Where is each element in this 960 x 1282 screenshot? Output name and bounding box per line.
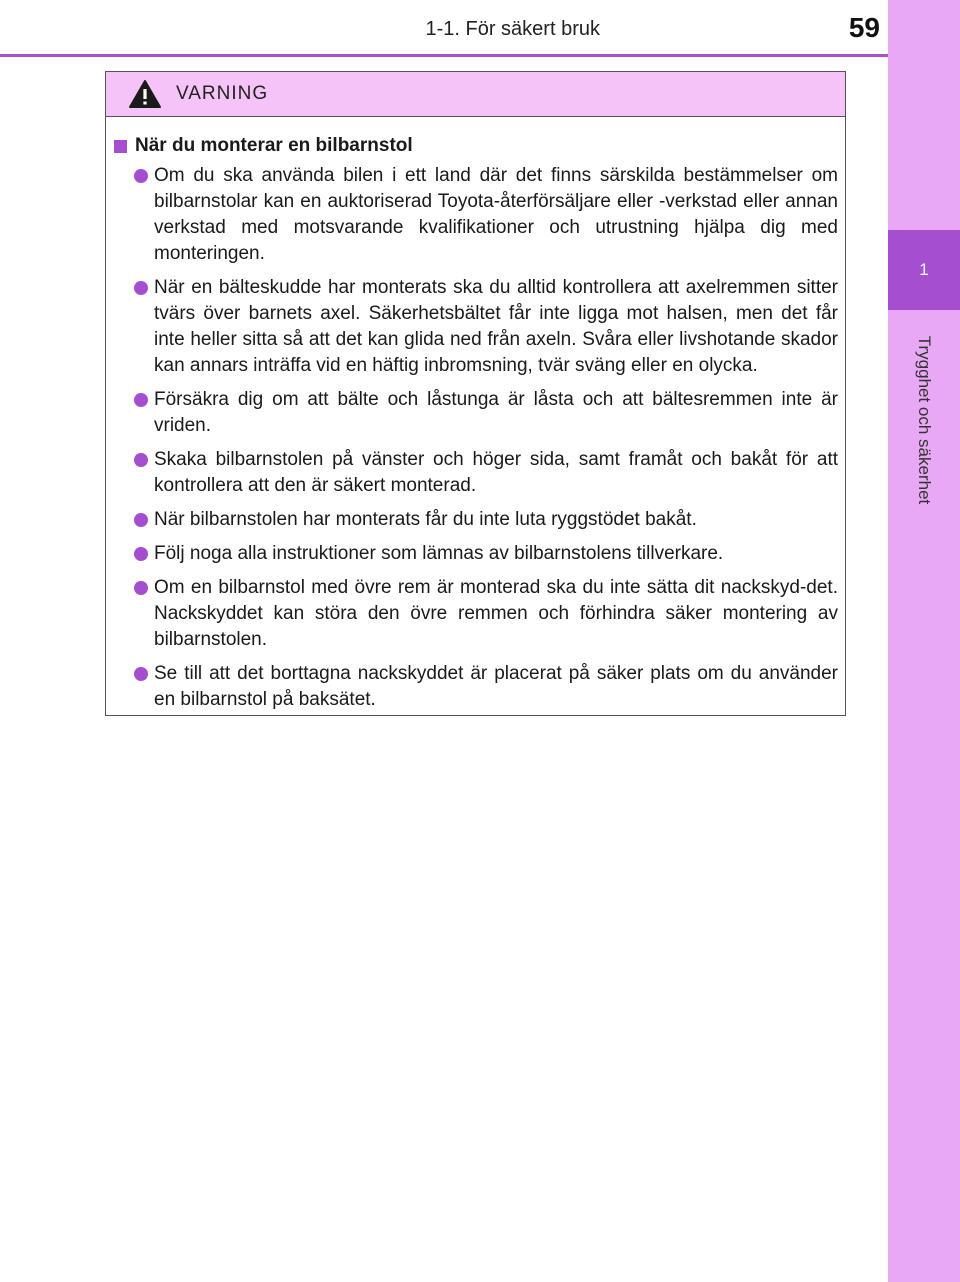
chapter-title: Trygghet och säkerhet: [915, 335, 934, 505]
warning-header: [106, 72, 845, 117]
side-tab: [888, 0, 960, 1282]
list-item: [114, 541, 838, 567]
section-title: 1-1. För säkert bruk: [425, 18, 600, 40]
list-item: [114, 275, 838, 379]
bullet-dot-icon: [134, 667, 148, 681]
list-item: [114, 447, 838, 499]
list-item-text: Följ noga alla instruktioner som lämnas av bilbarnstolens tillverkare.: [154, 543, 724, 564]
warning-heading-text: När du monterar en bilbarnstol: [135, 135, 413, 156]
list-item-text: Om du ska använda bilen i ett land där det finns särskilda bestämmelser om bilbarnstolar kan en auktoriserad Toyota-återförsäljare eller -verkstad eller annan verkstad med motsvarande kvalifikationer och utrustning hjälpa dig med monteringen.: [154, 165, 838, 264]
bullet-dot-icon: [134, 453, 148, 467]
warning-label: VARNING: [176, 83, 269, 104]
list-item: [114, 163, 838, 267]
list-item-text: Se till att det borttagna nackskyddet är placerat på säker plats om du använder en bilbarnstol på baksätet.: [154, 663, 838, 710]
warning-section-heading: [114, 135, 838, 157]
square-bullet-icon: [114, 140, 127, 153]
list-item: [114, 575, 838, 653]
list-item-text: När bilbarnstolen har monterats får du inte luta ryggstödet bakåt.: [154, 509, 697, 530]
list-item: [114, 661, 838, 713]
warning-triangle-icon: [128, 79, 162, 109]
bullet-dot-icon: [134, 393, 148, 407]
list-item: [114, 507, 838, 533]
chapter-number-tab[interactable]: 1: [888, 230, 960, 310]
bullet-dot-icon: [134, 581, 148, 595]
bullet-dot-icon: [134, 169, 148, 183]
list-item: [114, 387, 838, 439]
page-number: 59: [848, 12, 880, 43]
bullet-dot-icon: [134, 513, 148, 527]
list-item-text: När en bälteskudde har monterats ska du alltid kontrollera att axelremmen sitter tvärs över barnets axel. Säkerhetsbältet får inte ligga mot halsen, men det får inte heller sitta så att det kan glida ned från axeln. Svåra eller livshotande skador kan annars inträffa vid en häftig inbromsning, tvär sväng eller en olycka.: [154, 277, 838, 376]
header-divider: [0, 54, 888, 57]
warning-body: [106, 117, 845, 713]
list-item-text: Skaka bilbarnstolen på vänster och höger sida, samt framåt och bakåt för att kontrollera att den är säkert monterad.: [154, 449, 838, 496]
warning-box: [105, 71, 846, 716]
bullet-dot-icon: [134, 547, 148, 561]
bullet-dot-icon: [134, 281, 148, 295]
list-item-text: Försäkra dig om att bälte och låstunga är låsta och att bältesremmen inte är vriden.: [154, 389, 838, 436]
list-item-text: Om en bilbarnstol med övre rem är monterad ska du inte sätta dit nackskyd-det. Nackskyddet kan störa den övre remmen och förhindra säker montering av bilbarnstolen.: [154, 577, 838, 650]
